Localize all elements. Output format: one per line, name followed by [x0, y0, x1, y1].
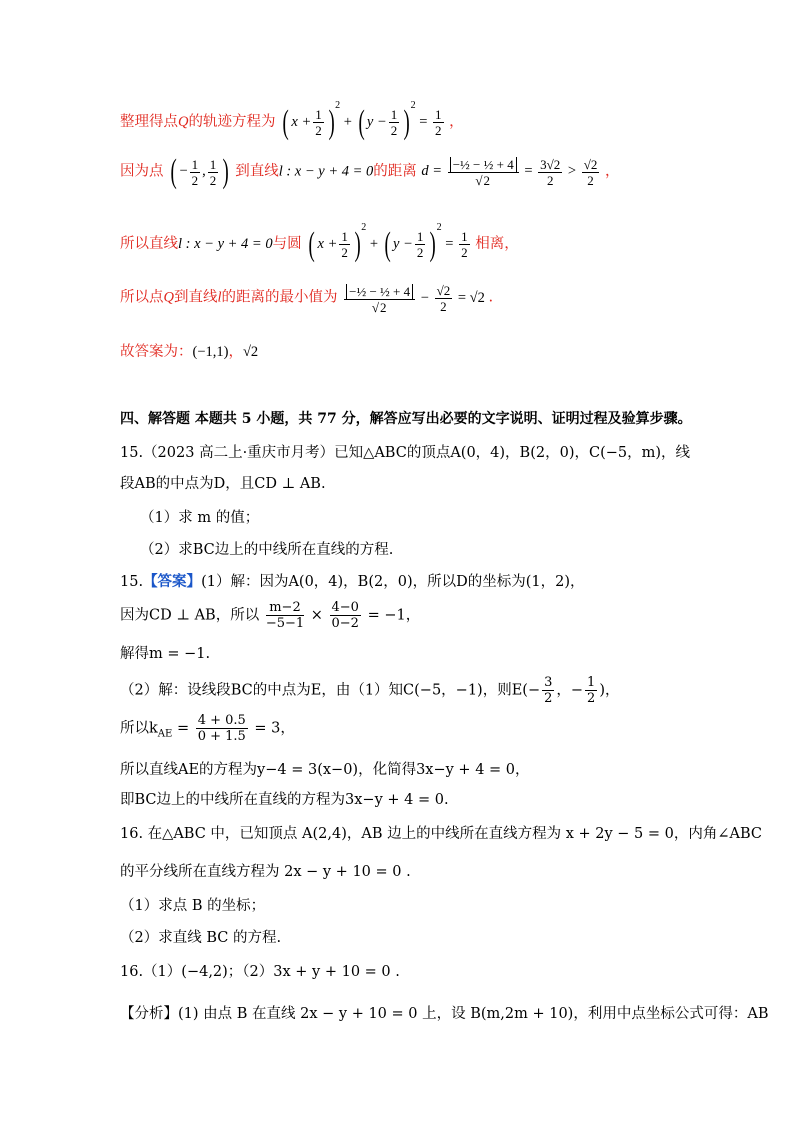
q15-answer-5	[120, 713, 295, 744]
result: = √2	[457, 289, 485, 306]
frac-num: 1	[416, 229, 424, 245]
text: 因为点	[120, 163, 164, 180]
text: （2）求直线 BC 的方程.	[120, 930, 282, 946]
var-d: d =	[421, 163, 443, 180]
frac-den: 2	[546, 172, 554, 188]
q15-answer-3	[120, 642, 210, 663]
q16-line1	[120, 822, 762, 843]
text: = −1，	[367, 607, 421, 624]
frac-den: 2	[341, 245, 348, 261]
equals: =	[176, 720, 190, 737]
min-distance-formula: $\frac{\text{−½ − ½ + 4}}{√2}$ − $\frac{√2}{2}$ = √2	[342, 290, 488, 306]
radicand: 2	[483, 173, 491, 189]
text: (1）解：因为A(0，4)，B(2，0)，所以D的坐标为(1，2)，	[201, 574, 585, 590]
circle-equation: ( x + $\frac{1}{2}$ )$^2$ + ( y − $\frac{1}{2}$ )$^2$ = $\frac{1}{2}$	[282, 100, 442, 141]
min-distance-line	[120, 282, 493, 315]
frac-num: m−2	[266, 600, 304, 616]
result-num: 3√2	[540, 156, 561, 172]
distance-line	[120, 155, 620, 189]
circle-equation: ( x + $\frac{1}{2}$ )$^2$ + ( y − $\frac{1}{2}$ )$^2$ = $\frac{1}{2}$	[308, 222, 468, 263]
gt: >	[567, 163, 577, 180]
line-l-eq: l : x − y + 4 = 0	[278, 163, 374, 180]
q16-line2	[120, 860, 411, 881]
text: 15.	[120, 574, 144, 590]
frac-den: 2	[416, 245, 424, 261]
text: 与圆	[272, 236, 302, 252]
answer-tag: 【答案】	[143, 573, 202, 590]
eq-y: y −	[366, 114, 387, 130]
frac-den: 2	[440, 298, 447, 314]
result-num: √2	[583, 156, 598, 172]
text: 15.（2023 高二上·重庆市月考）已知△ABC的顶点A(0，4)，B(2，0)，C(−5，m)，线	[120, 445, 691, 461]
var-Q: Q	[178, 114, 189, 130]
frac-num: 1	[315, 107, 322, 123]
exp: 2	[436, 222, 442, 233]
exp: 2	[335, 100, 341, 111]
exp: 2	[410, 100, 416, 111]
var-Q: Q	[163, 289, 174, 306]
section-heading	[120, 408, 692, 428]
text: = 3，	[254, 720, 295, 737]
times: ×	[310, 607, 323, 624]
text: 所以直线	[120, 236, 178, 252]
minus: −	[420, 289, 429, 306]
separation-line	[120, 222, 519, 262]
q15-answer-2	[120, 600, 420, 631]
text: 【分析】(1) 由点 B 在直线 2x − y + 10 = 0 上，设 B(m,2m + 10)，利用中点坐标公式可得：AB	[120, 1006, 769, 1022]
text: 所以直线AE的方程为y−4 = 3(x−0)，化简得3x−y + 4 = 0，	[120, 762, 530, 778]
var-l: l	[217, 289, 222, 306]
text: 相离，	[475, 236, 519, 252]
q15-line2	[120, 472, 326, 493]
text: 所以k	[120, 720, 158, 737]
q16-answer	[120, 960, 400, 981]
frac-num: 1	[435, 107, 442, 123]
text: ，	[605, 163, 620, 180]
frac-den: 0−2	[331, 616, 359, 631]
text: （2）解：设线段BC的中点为E，由（1）知C(−5，−1)，则E(−	[120, 682, 541, 699]
text: 的距离的最小值为	[221, 289, 338, 306]
answer-1: (−1,1)	[192, 344, 229, 360]
text: ，−	[556, 682, 584, 699]
frac-den: 2	[461, 245, 468, 261]
frac-den: 0 + 1.5	[197, 729, 246, 744]
eq-x: x +	[291, 114, 312, 130]
equals: =	[419, 114, 428, 130]
text: 的平分线所在直线方程为 2x − y + 10 = 0 .	[120, 864, 411, 880]
trajectory-equation-line	[120, 100, 464, 140]
q15-sub2	[140, 538, 393, 559]
frac-den: 2	[587, 691, 596, 706]
eq-x: x +	[317, 236, 338, 252]
equals: =	[445, 236, 454, 252]
q16-sub2	[120, 926, 281, 947]
frac-den: 2	[209, 172, 217, 188]
text: .	[488, 289, 494, 306]
frac-den: 2	[435, 123, 442, 139]
minus: −	[179, 163, 188, 180]
radicand: 2	[379, 299, 387, 315]
q15-answer-1	[120, 570, 585, 591]
text: 解得m = −1.	[120, 646, 211, 662]
frac-num: 4−0	[331, 600, 359, 615]
frac-num: 1	[209, 156, 217, 172]
frac-den: 2	[587, 172, 594, 188]
frac-den: 2	[191, 172, 199, 188]
text: 16. 在△ABC 中，已知顶点 A(2,4)，AB 边上的中线所在直线方程为 x + 2y − 5 = 0，内角∠ABC	[120, 826, 763, 842]
q16-sub1	[120, 894, 265, 915]
frac-num: 1	[341, 229, 348, 245]
frac-num: 1	[461, 229, 468, 245]
text: 故答案为：	[120, 344, 193, 360]
text: 即BC边上的中线所在直线的方程为3x−y + 4 = 0.	[120, 792, 449, 808]
point-coords: ( − $\frac{1}{2}$ , $\frac{1}{2}$ )	[170, 153, 230, 190]
exp: 2	[361, 222, 367, 233]
text: （1）求点 B 的坐标；	[120, 898, 266, 914]
eq-y: y −	[392, 236, 413, 252]
frac-num: 3	[544, 675, 553, 690]
frac-den: 2	[390, 123, 398, 139]
text: ，	[228, 344, 243, 360]
line-l-eq: l : x − y + 4 = 0	[178, 236, 273, 252]
distance-formula: d = $\frac{\text{−½ − ½ + 4}}{√2}$ = $\frac{3√2}{2}$ > $\frac{√2}{2}$	[421, 156, 598, 189]
answer-2: √2	[242, 344, 259, 360]
q15-sub1	[140, 506, 259, 527]
text: 整理得点	[120, 114, 178, 130]
text: 到直线	[235, 163, 279, 180]
frac-num: 1	[191, 156, 199, 172]
text: 所以点	[120, 289, 164, 306]
text: （2）求BC边上的中线所在直线的方程.	[140, 542, 394, 558]
text: 因为CD ⊥ AB，所以	[120, 607, 260, 624]
text: 的轨迹方程为	[188, 114, 276, 130]
q15-line1	[120, 441, 690, 462]
text: ，	[449, 114, 464, 130]
frac-den: −5−1	[265, 616, 305, 631]
q15-answer-4	[120, 675, 620, 706]
result-num: √2	[436, 282, 451, 298]
text: 的距离	[373, 163, 417, 180]
abs-inner: + 4	[496, 157, 514, 173]
q15-answer-6	[120, 758, 530, 779]
abs-inner: + 4	[393, 283, 411, 299]
subscript: AE	[157, 728, 173, 740]
q16-analysis	[120, 1002, 768, 1023]
text: 段AB的中点为D，且CD ⊥ AB.	[120, 476, 326, 492]
frac-num: 1	[587, 675, 596, 690]
text: 到直线	[173, 289, 218, 306]
frac-den: 2	[544, 691, 553, 706]
frac-num: 1	[390, 107, 398, 123]
frac-den: 2	[315, 123, 322, 139]
text: 四、解答题 本题共 5 小题，共 77 分，解答应写出必要的文字说明、证明过程及验算步骤。	[120, 411, 692, 427]
text: 16.（1）(−4,2)；（2）3x + y + 10 = 0 .	[120, 964, 400, 980]
q15-answer-7	[120, 788, 449, 809]
frac-num: 4 + 0.5	[197, 713, 246, 728]
text: （1）求 m 的值；	[140, 510, 260, 526]
answer-line	[120, 340, 258, 361]
text: )，	[599, 682, 620, 699]
